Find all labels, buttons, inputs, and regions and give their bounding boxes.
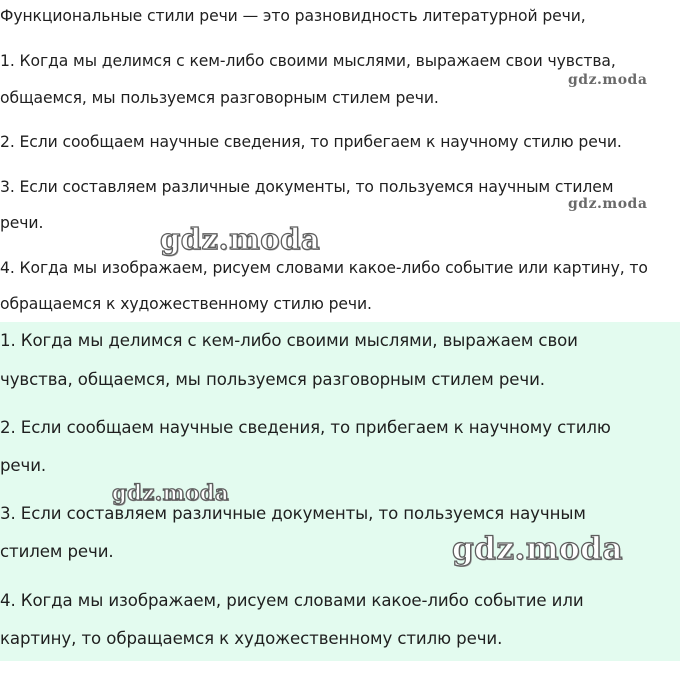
- item-3-line-1: 3. Если составляем различные документы, то пользуемся научным стилем: [0, 178, 614, 196]
- item-3-line-1: 3. Если составляем различные документы, то пользуемся научным: [0, 504, 586, 523]
- item-1-line-1: 1. Когда мы делимся с кем-либо своими мыслями, выражаем свои чувства,: [0, 52, 616, 70]
- item-4-line-1: 4. Когда мы изображаем, рисуем словами какое-либо событие или: [0, 591, 584, 610]
- item-1-line-1: 1. Когда мы делимся с кем-либо своими мыслями, выражаем свои: [0, 331, 578, 350]
- item-2-line-1: 2. Если сообщаем научные сведения, то прибегаем к научному стилю: [0, 418, 611, 437]
- watermark-medium: gdz.moda: [112, 480, 230, 505]
- item-3-line-2: речи.: [0, 214, 44, 232]
- watermark-small: gdz.moda: [568, 196, 648, 212]
- bottom-answer-block: [0, 322, 680, 661]
- item-2-line-1: 2. Если сообщаем научные сведения, то прибегаем к научному стилю речи.: [0, 133, 622, 151]
- watermark-large: gdz.moda: [160, 222, 321, 256]
- watermark-small: gdz.moda: [568, 72, 648, 88]
- item-3-line-2: стилем речи.: [0, 542, 114, 561]
- item-1-line-2: чувства, общаемся, мы пользуемся разговорным стилем речи.: [0, 370, 545, 389]
- item-2-line-2: речи.: [0, 456, 47, 475]
- watermark-large: gdz.moda: [452, 531, 623, 567]
- item-1-line-2: общаемся, мы пользуемся разговорным стилем речи.: [0, 89, 439, 107]
- item-4-line-2: обращаемся к художественному стилю речи.: [0, 295, 372, 313]
- top-answer-block: [0, 0, 680, 322]
- item-4-line-2: картину, то обращаемся к художественному стилю речи.: [0, 629, 503, 648]
- intro-text: Функциональные стили речи — это разновидность литературной речи,: [0, 7, 586, 25]
- item-4-line-1: 4. Когда мы изображаем, рисуем словами какое-либо событие или картину, то: [0, 259, 648, 277]
